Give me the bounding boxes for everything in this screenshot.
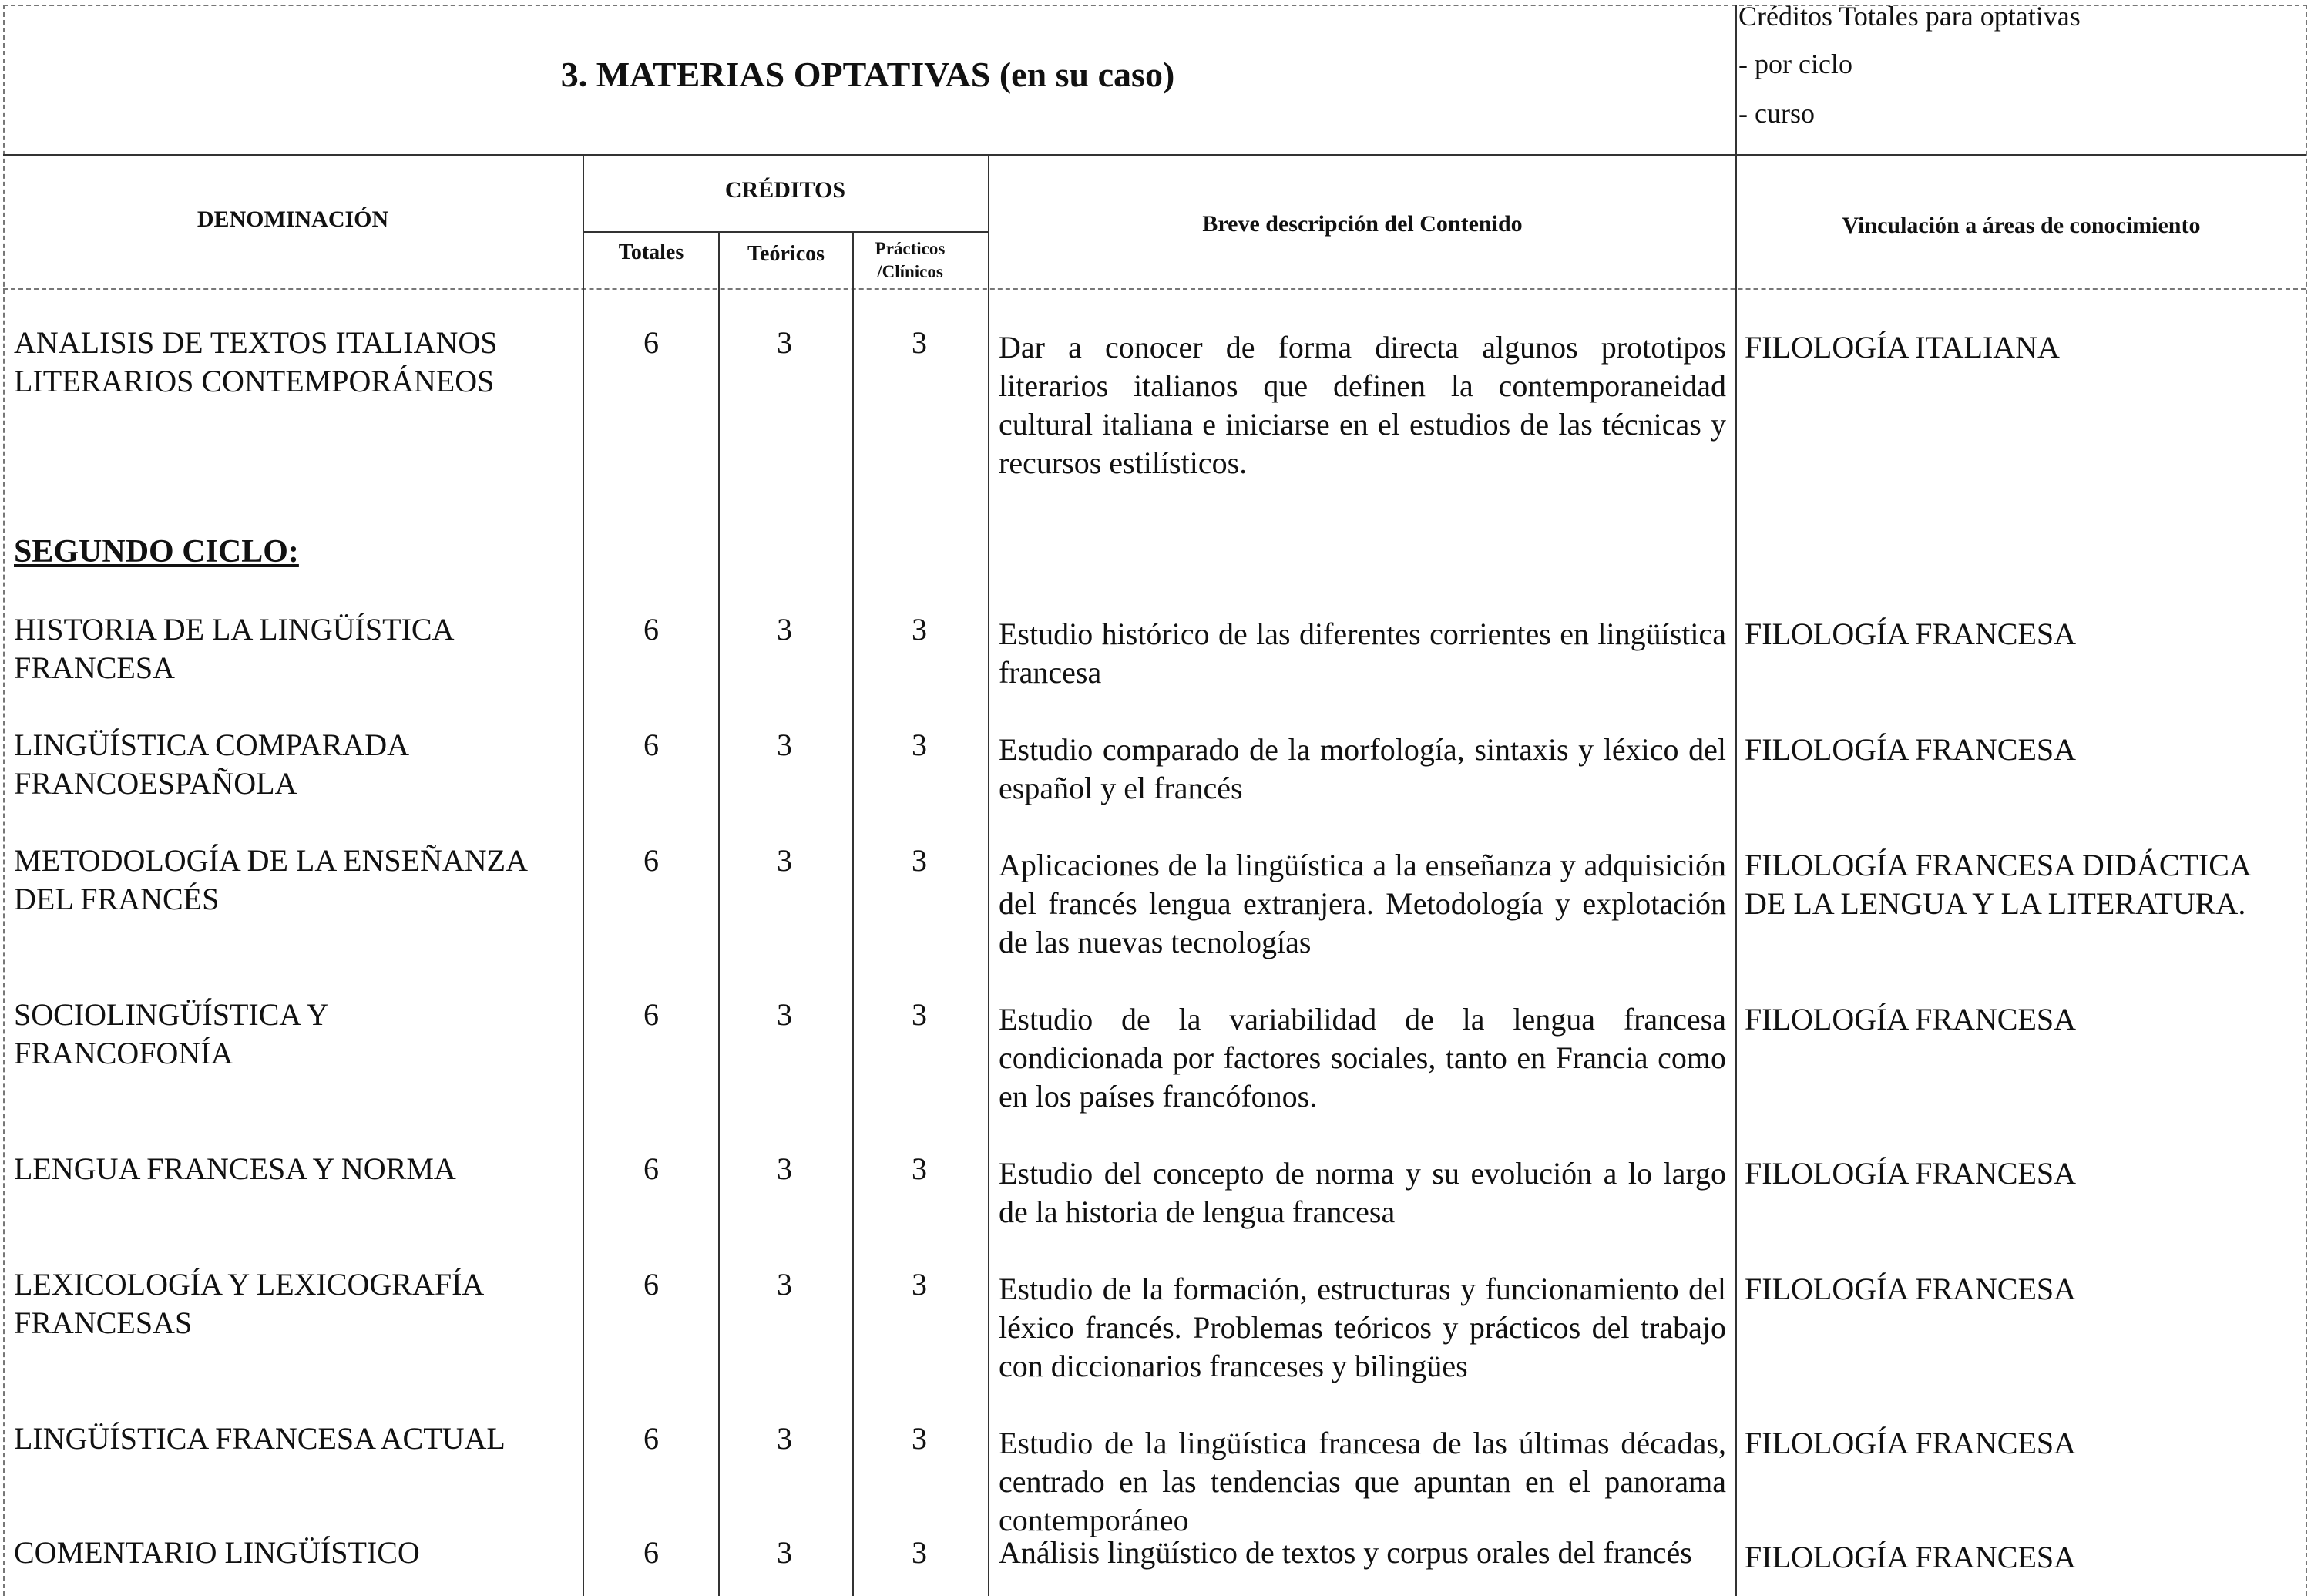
col-header-practicos: Prácticos /Clínicos xyxy=(875,239,946,281)
right-border xyxy=(2306,5,2307,1596)
col-header-vinculacion: Vinculación a áreas de conocimiento xyxy=(1842,213,2201,238)
row-teoricos: 3 xyxy=(777,1151,792,1186)
row-practicos: 3 xyxy=(912,612,927,647)
row-denominacion: LINGÜÍSTICA FRANCESA ACTUAL xyxy=(14,1421,506,1456)
row-area: FILOLOGÍA FRANCESA xyxy=(1745,1156,2077,1191)
row-description: Aplicaciones de la lingüística a la enseñanza y adquisición del francés lengua extranjera. Metodología y explotación de las nuevas tecnologías xyxy=(999,848,1726,959)
row-practicos: 3 xyxy=(912,1267,927,1302)
row-area: FILOLOGÍA FRANCESA xyxy=(1745,732,2077,767)
row-totales: 6 xyxy=(643,997,659,1032)
row-denominacion: SOCIOLINGÜÍSTICA Y FRANCOFONÍA xyxy=(14,997,328,1070)
left-border xyxy=(3,5,5,1596)
row-area: FILOLOGÍA FRANCESA xyxy=(1745,617,2077,651)
row-description: Estudio de la variabilidad de la lengua francesa condicionada por factores sociales, tanto en Francia como en los países francófonos. xyxy=(999,1002,1726,1114)
row-denominacion: HISTORIA DE LA LINGÜÍSTICA FRANCESA xyxy=(14,612,453,685)
col-line-4 xyxy=(988,154,989,1596)
row-teoricos: 3 xyxy=(777,997,792,1032)
col-header-descripcion: Breve descripción del Contenido xyxy=(1202,211,1523,237)
row-denominacion: COMENTARIO LINGÜÍSTICO xyxy=(14,1535,420,1570)
page-title: 3. MATERIAS OPTATIVAS (en su caso) xyxy=(560,55,1175,94)
row-teoricos: 3 xyxy=(777,612,792,647)
header-bottom-line xyxy=(3,154,2306,156)
row-totales: 6 xyxy=(643,1267,659,1302)
credits-note-line-2: - por ciclo xyxy=(1738,49,1852,79)
row-area: FILOLOGÍA FRANCESA DIDÁCTICA DE LA LENGUA Y LA LITERATURA. xyxy=(1745,848,2250,921)
row-teoricos: 3 xyxy=(777,1421,792,1456)
row-totales: 6 xyxy=(643,1151,659,1186)
row-area: FILOLOGÍA ITALIANA xyxy=(1745,330,2060,365)
col-header-teoricos: Teóricos xyxy=(747,242,825,266)
row-practicos: 3 xyxy=(912,1421,927,1456)
row-description: Dar a conocer de forma directa algunos prototipos literarios italianos que definen la contemporaneidad cultural italiana e iniciarse en el estudios de las técnicas y recursos estilísticos. xyxy=(999,330,1726,480)
row-description: Estudio histórico de las diferentes corrientes en lingüística francesa xyxy=(999,617,1726,690)
row-practicos: 3 xyxy=(912,727,927,762)
row-description: Estudio de la lingüística francesa de las últimas décadas, centrado en las tendencias que apuntan en el panorama contemporáneo xyxy=(999,1426,1726,1537)
row-totales: 6 xyxy=(643,1535,659,1570)
row-denominacion: ANALISIS DE TEXTOS ITALIANOS LITERARIOS CONTEMPORÁNEOS xyxy=(14,325,498,398)
row-teoricos: 3 xyxy=(777,1267,792,1302)
row-denominacion: LEXICOLOGÍA Y LEXICOGRAFÍA FRANCESAS xyxy=(14,1267,483,1340)
col-header-totales: Totales xyxy=(618,240,684,264)
row-totales: 6 xyxy=(643,727,659,762)
row-teoricos: 3 xyxy=(777,1535,792,1570)
row-totales: 6 xyxy=(643,325,659,360)
row-area: FILOLOGÍA FRANCESA xyxy=(1745,1002,2077,1037)
row-area: FILOLOGÍA FRANCESA xyxy=(1745,1540,2077,1574)
row-practicos: 3 xyxy=(912,997,927,1032)
row-teoricos: 3 xyxy=(777,325,792,360)
row-area: FILOLOGÍA FRANCESA xyxy=(1745,1272,2077,1306)
col-line-2 xyxy=(718,231,720,1596)
row-description: Análisis lingüístico de textos y corpus orales del francés xyxy=(999,1535,1692,1570)
col-header-creditos: CRÉDITOS xyxy=(724,177,846,203)
row-description: Estudio comparado de la morfología, sintaxis y léxico del español y el francés xyxy=(999,732,1726,805)
row-area: FILOLOGÍA FRANCESA xyxy=(1745,1426,2077,1460)
row-teoricos: 3 xyxy=(777,727,792,762)
row-description: Estudio de la formación, estructuras y funcionamiento del léxico francés. Problemas teóricos y prácticos del trabajo con diccionarios franceses y bilingües xyxy=(999,1272,1726,1383)
column-header-bottom-line xyxy=(3,288,2306,290)
section-label-segundo-ciclo: SEGUNDO CICLO: xyxy=(14,534,299,570)
row-denominacion: LENGUA FRANCESA Y NORMA xyxy=(14,1151,456,1186)
row-teoricos: 3 xyxy=(777,843,792,878)
credits-note-line-3: - curso xyxy=(1738,98,1815,129)
row-totales: 6 xyxy=(643,612,659,647)
row-totales: 6 xyxy=(643,1421,659,1456)
row-denominacion: LINGÜÍSTICA COMPARADA FRANCOESPAÑOLA xyxy=(14,727,408,801)
row-practicos: 3 xyxy=(912,325,927,360)
row-practicos: 3 xyxy=(912,1151,927,1186)
col-header-denominacion: DENOMINACIÓN xyxy=(197,207,389,232)
row-description: Estudio del concepto de norma y su evolución a lo largo de la historia de lengua francesa xyxy=(999,1156,1726,1229)
creditos-subheader-line xyxy=(583,231,988,233)
row-practicos: 3 xyxy=(912,1535,927,1570)
row-denominacion: METODOLOGÍA DE LA ENSEÑANZA DEL FRANCÉS xyxy=(14,843,526,916)
row-totales: 6 xyxy=(643,843,659,878)
col-line-3 xyxy=(852,231,854,1596)
row-practicos: 3 xyxy=(912,843,927,878)
title-divider xyxy=(1735,5,1737,1596)
credits-note-line-1: Créditos Totales para optativas xyxy=(1738,1,2081,32)
col-line-1 xyxy=(583,154,584,1596)
